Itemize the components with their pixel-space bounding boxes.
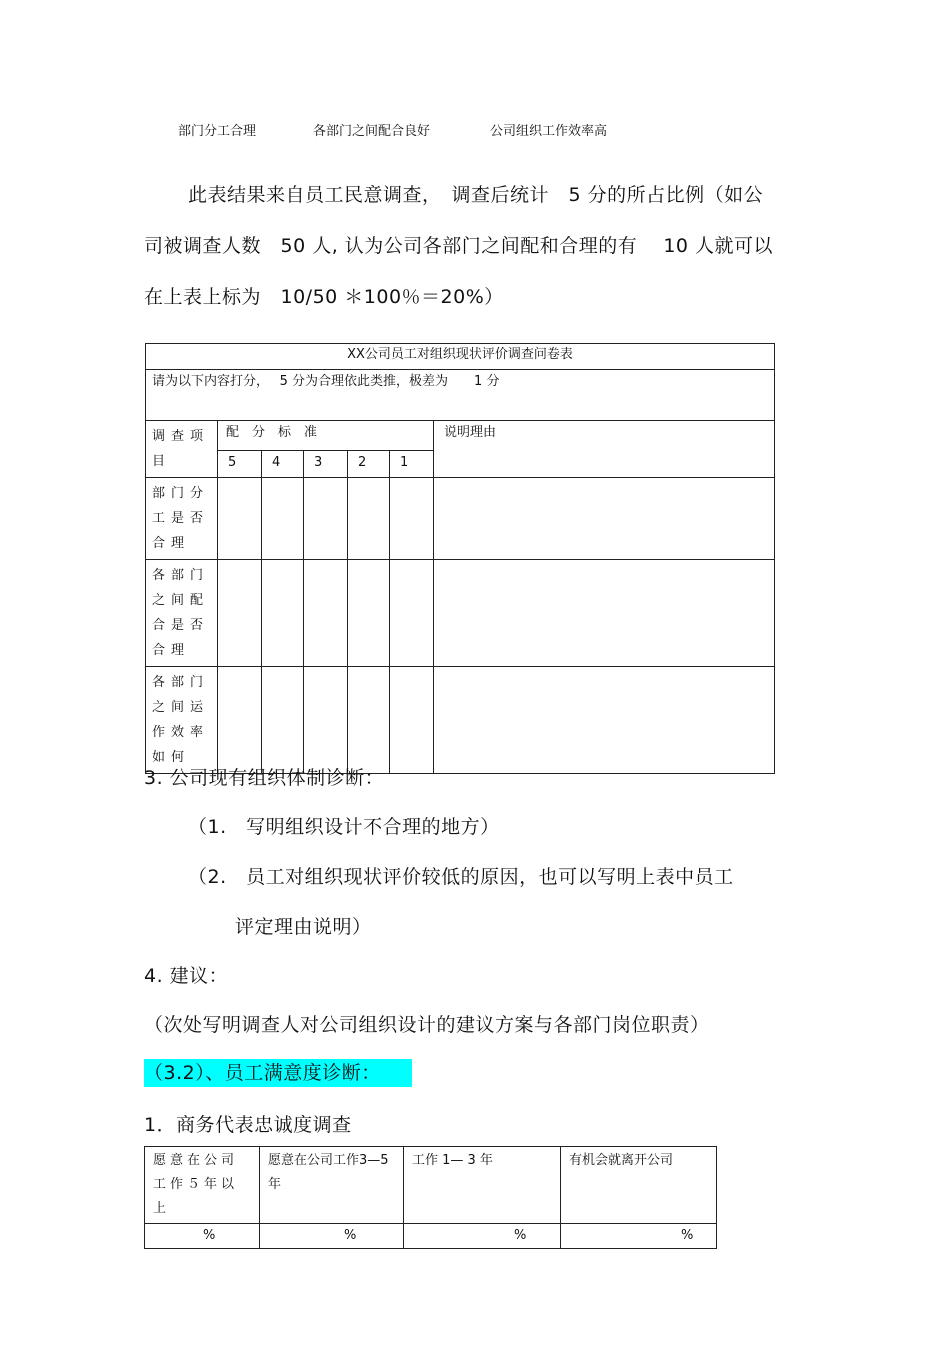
loyalty-survey-heading: 1．商务代表忠诚度调查: [144, 1114, 352, 1136]
loyalty-table: [144, 1146, 717, 1249]
intro-line-2: 司被调查人数 50 人, 认为公司各部门之间配和合理的有 10 人就可以: [144, 235, 774, 257]
label-efficiency: 公司组织工作效率高: [490, 124, 608, 139]
reason-cell[interactable]: [434, 478, 775, 560]
score-cell[interactable]: [218, 560, 262, 667]
section-3-item-2-line-2: 评定理由说明）: [235, 916, 372, 938]
score-5: 5: [218, 450, 262, 477]
table-row: [146, 667, 775, 774]
score-cell[interactable]: [348, 560, 390, 667]
loyalty-percent-cell[interactable]: %: [404, 1224, 561, 1249]
score-cell[interactable]: [262, 560, 304, 667]
survey-instruction: 请为以下内容打分， 5 分为合理依此类推，极差为 1 分: [146, 370, 775, 421]
score-cell[interactable]: [262, 667, 304, 774]
loyalty-percent-cell[interactable]: %: [145, 1224, 260, 1249]
score-cell[interactable]: [262, 478, 304, 560]
section-4-heading: 4. 建议：: [144, 965, 229, 987]
section-3-heading: 3. 公司现有组织体制诊断：: [144, 767, 385, 789]
reason-cell[interactable]: [434, 560, 775, 667]
score-4: 4: [262, 450, 304, 477]
score-cell[interactable]: [390, 667, 434, 774]
loyalty-percent-cell[interactable]: %: [260, 1224, 404, 1249]
satisfaction-diagnosis-heading: （3.2）、员工满意度诊断：: [144, 1059, 412, 1087]
row-item: 各部门之间运作效率如何: [146, 667, 218, 774]
row-item: 部门分工是否合理: [146, 478, 218, 560]
score-cell[interactable]: [304, 560, 348, 667]
reason-cell[interactable]: [434, 667, 775, 774]
loyalty-header-1to3: 工作 1— 3 年: [404, 1147, 561, 1224]
loyalty-header-5plus: 愿意在公司工作５年以上: [145, 1147, 260, 1224]
score-cell[interactable]: [390, 478, 434, 560]
score-3: 3: [304, 450, 348, 477]
score-cell[interactable]: [390, 560, 434, 667]
table-row: [146, 478, 775, 560]
header-score-standard: 配 分 标 准: [218, 421, 434, 451]
header-reason: 说明理由: [434, 421, 775, 478]
row-item: 各部门之间配合是否合理: [146, 560, 218, 667]
score-cell[interactable]: [348, 478, 390, 560]
section-3-item-2-line-1: （2. 员工对组织现状评价较低的原因，也可以写明上表中员工: [188, 866, 734, 888]
intro-line-1: 此表结果来自员工民意调查， 调查后统计 5 分的所占比例（如公: [188, 184, 764, 206]
loyalty-header-3to5: 愿意在公司工作3—5 年: [260, 1147, 404, 1224]
section-4-text: （次处写明调查人对公司组织设计的建议方案与各部门岗位职责）: [144, 1014, 710, 1036]
score-cell[interactable]: [304, 478, 348, 560]
score-1: 1: [390, 450, 434, 477]
label-cooperation: 各部门之间配合良好: [313, 124, 431, 139]
intro-line-3: 在上表上标为 10/50 ＊100％＝20%）: [144, 286, 504, 308]
section-3-item-1: （1. 写明组织设计不合理的地方）: [188, 816, 500, 838]
label-division: 部门分工合理: [178, 124, 257, 139]
header-survey-item: 调查项目: [146, 421, 218, 478]
loyalty-percent-cell[interactable]: %: [561, 1224, 717, 1249]
survey-table: [145, 343, 775, 774]
score-2: 2: [348, 450, 390, 477]
table-row: [146, 560, 775, 667]
score-cell[interactable]: [218, 667, 262, 774]
survey-table-title: XX公司员工对组织现状评价调查问卷表: [146, 344, 775, 370]
loyalty-header-leave: 有机会就离开公司: [561, 1147, 717, 1224]
score-cell[interactable]: [218, 478, 262, 560]
score-cell[interactable]: [304, 667, 348, 774]
score-cell[interactable]: [348, 667, 390, 774]
